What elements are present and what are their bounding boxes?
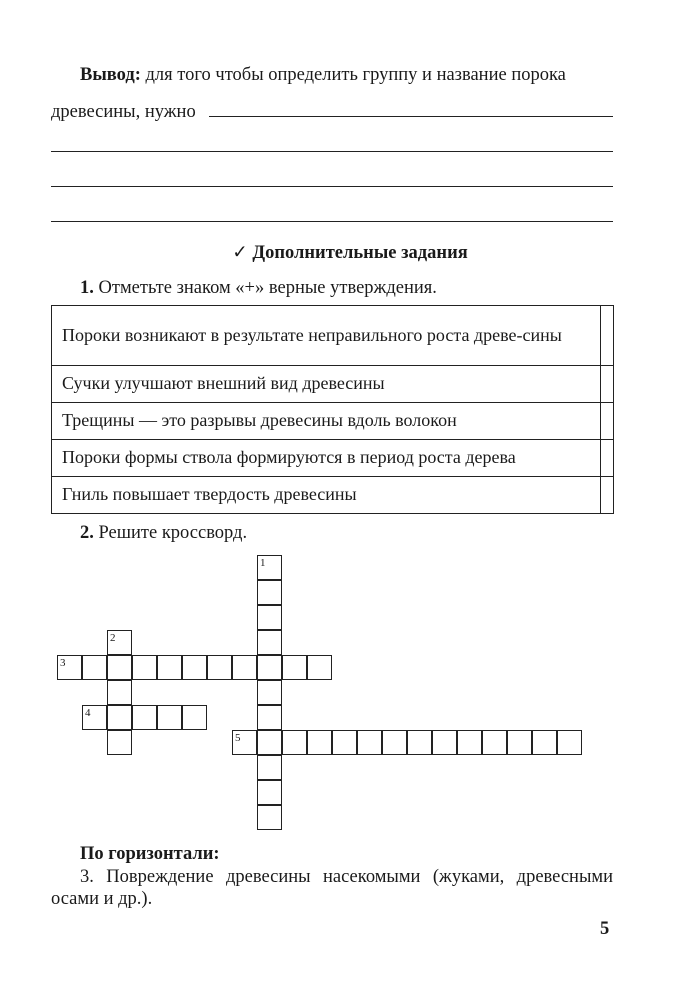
crossword-cell[interactable]	[257, 730, 282, 755]
crossword-cell[interactable]	[232, 655, 257, 680]
crossword-number: 3	[60, 657, 66, 669]
crossword-cell[interactable]	[482, 730, 507, 755]
conclusion-text1: для того чтобы определить группу и название порока	[140, 65, 566, 85]
crossword-cell[interactable]	[382, 730, 407, 755]
crossword-cell[interactable]	[257, 655, 282, 680]
extra-tasks-title: Дополнительные задания	[252, 243, 468, 263]
crossword-cell[interactable]	[257, 580, 282, 605]
clue-item: 3. Повреждение древесины насекомыми (жуками, древесными осами и др.).	[51, 867, 613, 910]
crossword-number: 5	[235, 732, 241, 744]
crossword-cell[interactable]	[257, 780, 282, 805]
crossword-cell[interactable]	[107, 705, 132, 730]
crossword-cell[interactable]	[82, 655, 107, 680]
crossword-cell[interactable]	[107, 680, 132, 705]
task2-number: 2.	[80, 523, 94, 543]
crossword-number: 2	[110, 632, 116, 644]
crossword-cell[interactable]	[182, 705, 207, 730]
crossword-cell[interactable]	[207, 655, 232, 680]
crossword-cell[interactable]	[432, 730, 457, 755]
crossword-cell[interactable]	[307, 655, 332, 680]
crossword-cell[interactable]	[257, 555, 282, 580]
task2-text: Решите кроссворд.	[93, 523, 248, 543]
task1-text: Отметьте знаком «+» верные утверждения.	[93, 278, 437, 298]
crossword-cell[interactable]	[557, 730, 582, 755]
check-mark-icon: ✓	[232, 243, 248, 263]
statement-text: Гниль повышает твердость древесины	[52, 477, 601, 514]
clues-horizontal-title: По горизонтали:	[80, 844, 220, 864]
crossword-cell[interactable]	[257, 705, 282, 730]
crossword-cell[interactable]	[132, 655, 157, 680]
page-number: 5	[600, 919, 610, 939]
crossword-cell[interactable]	[507, 730, 532, 755]
statement-text: Пороки возникают в результате неправильного роста древе-сины	[52, 306, 601, 366]
crossword-cell[interactable]	[107, 655, 132, 680]
crossword-cell[interactable]	[332, 730, 357, 755]
crossword-cell[interactable]	[82, 705, 107, 730]
crossword-cell[interactable]	[57, 655, 82, 680]
crossword-number: 4	[85, 707, 91, 719]
crossword-cell[interactable]	[282, 730, 307, 755]
crossword-cell[interactable]	[407, 730, 432, 755]
conclusion-line2: древесины, нужно	[51, 102, 196, 122]
crossword-cell[interactable]	[257, 805, 282, 830]
crossword-cell[interactable]	[107, 630, 132, 655]
crossword-number: 1	[260, 557, 266, 569]
task1-number: 1.	[80, 278, 94, 298]
conclusion-label: Вывод:	[80, 65, 141, 85]
crossword-cell[interactable]	[257, 630, 282, 655]
crossword-cell[interactable]	[232, 730, 257, 755]
crossword-cell[interactable]	[307, 730, 332, 755]
crossword-cell[interactable]	[457, 730, 482, 755]
crossword-cell[interactable]	[157, 705, 182, 730]
statement-text: Пороки формы ствола формируются в период роста дерева	[52, 440, 601, 477]
crossword-cell[interactable]	[532, 730, 557, 755]
crossword-cell[interactable]	[257, 755, 282, 780]
crossword-cell[interactable]	[257, 605, 282, 630]
crossword-cell[interactable]	[357, 730, 382, 755]
crossword-cell[interactable]	[282, 655, 307, 680]
crossword-cell[interactable]	[257, 680, 282, 705]
crossword-cell[interactable]	[132, 705, 157, 730]
statement-text: Сучки улучшают внешний вид древесины	[52, 366, 601, 403]
statement-text: Трещины — это разрывы древесины вдоль волокон	[52, 403, 601, 440]
crossword-cell[interactable]	[182, 655, 207, 680]
crossword-cell[interactable]	[107, 730, 132, 755]
crossword-cell[interactable]	[157, 655, 182, 680]
